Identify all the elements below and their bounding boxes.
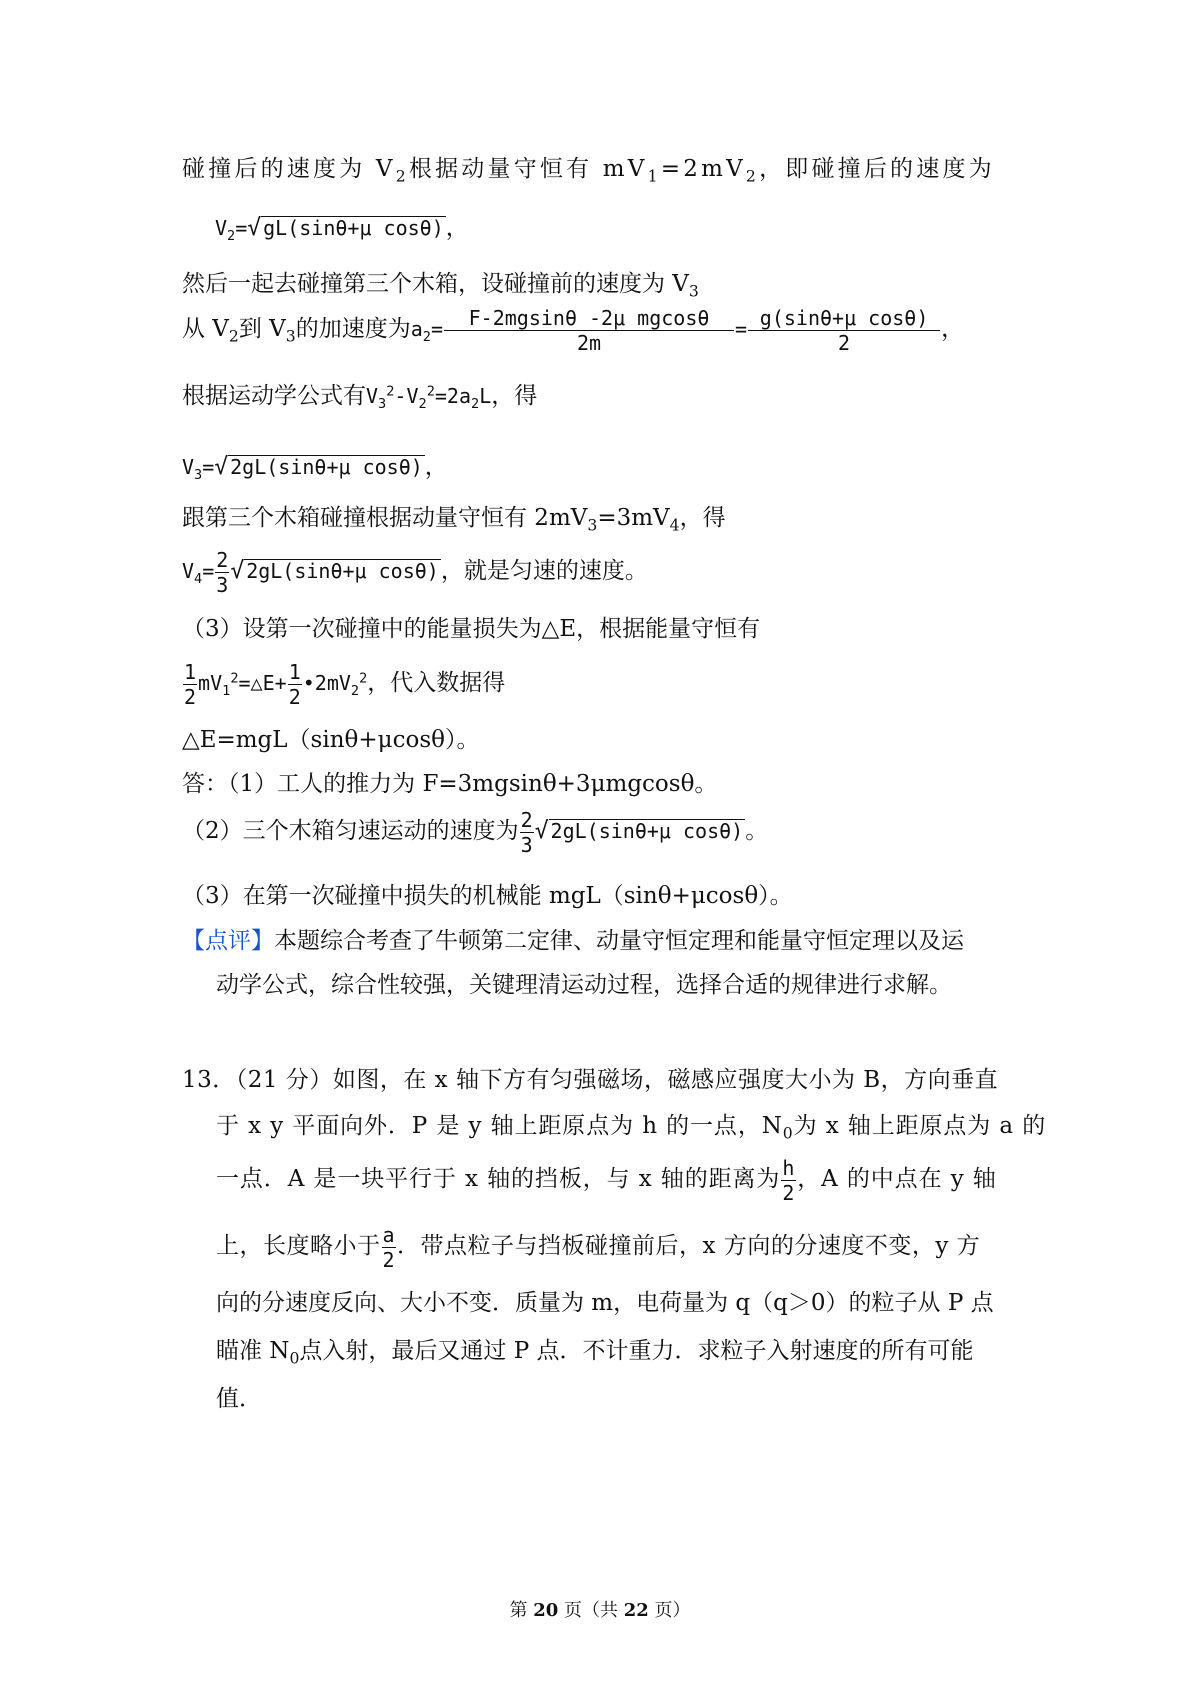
page-footer: 第 20 页（共 22 页） xyxy=(509,1600,691,1621)
question-line: 向的分速度反向、大小不变．质量为 m，电荷量为 q（q＞0）的粒子从 P 点 xyxy=(216,1290,994,1316)
question-line: 一点．A 是一块平行于 x 轴的挡板，与 x 轴的距离为 $\frac{h}{2}$ ，A 的中点在 y 轴 xyxy=(216,1156,997,1205)
question-line: 瞄准 $N_0$点入射，最后又通过 P 点．不计重力．求粒子入射速度的所有可能 xyxy=(216,1338,974,1368)
formula-v3: $V_3=√$ 2gL(sinθ+μ cosθ)， xyxy=(182,454,448,483)
text-line: 跟第三个木箱碰撞根据动量守恒有 $2mV_3=3mV_4$，得 xyxy=(182,505,726,535)
question-line: 值． xyxy=(216,1386,262,1412)
comment-tag: 【点评】 xyxy=(182,928,274,954)
question-line: 13．（21 分）如图，在 x 轴下方有匀强磁场，磁感应强度大小为 B，方向垂直 xyxy=(182,1067,999,1093)
answer-line: （2）三个木箱匀速运动的速度为 $\frac{2}{3}$ √ 2gL(sinθ+μ cosθ)。 xyxy=(182,808,769,857)
formula-energy: $\frac{1}{2}$ $mV_1^2=\triangle E+$ $\frac{1}{2}$ $•2mV_2^2$，代入数据得 xyxy=(184,660,506,709)
formula-v2: $V_2=√$ gL(sinθ+μ cosθ)， xyxy=(215,215,469,244)
comment-line: 【点评】本题综合考查了牛顿第二定律、动量守恒定理和能量守恒定理以及运 xyxy=(182,928,964,954)
answer-line: 答：（1）工人的推力为 F=3mgsinθ+3μmgcosθ。 xyxy=(182,771,718,797)
formula-v4: $V_4=$ $\frac{2}{3}$ √ 2gL(sinθ+μ cosθ)，就是匀速的速度。 xyxy=(182,548,648,597)
comment-line: 动学公式，综合性较强，关键理清运动过程，选择合适的规律进行求解。 xyxy=(216,972,952,998)
text-line: （3）设第一次碰撞中的能量损失为△E，根据能量守恒有 xyxy=(182,616,761,642)
answer-line: （3）在第一次碰撞中损失的机械能 mgL（sinθ+μcosθ）。 xyxy=(182,883,793,909)
text-line: △E=mgL（sinθ+μcosθ）。 xyxy=(182,727,480,753)
text-line: 根据运动学公式有$V_3^2-V_2^2=2a_2L$，得 xyxy=(182,383,538,412)
question-line: 上，长度略小于 $\frac{a}{2}$ ．带点粒子与挡板碰撞前后，x 方向的分速度不变，y 方 xyxy=(216,1223,981,1272)
text-line: 然后一起去碰撞第三个木箱，设碰撞前的速度为 $V_3$ xyxy=(182,271,699,301)
formula-acceleration: 从 $V_2$到 $V_3$的加速度为$a_2=$ $\frac{\text{F-2mgsinθ -2μ mgcosθ}}{2m}$ = $\frac{\text{g(sinθ+μ cosθ)}}{2}$ ， xyxy=(182,306,965,355)
text-line: 碰撞后的速度为 $V_2$根据动量守恒有 $mV_1=2mV_2$，即碰撞后的速度为 xyxy=(182,156,995,186)
question-line: 于 x y 平面向外．P 是 y 轴上距原点为 h 的一点，$N_0$为 x 轴上距原点为 a 的 xyxy=(216,1113,1047,1143)
